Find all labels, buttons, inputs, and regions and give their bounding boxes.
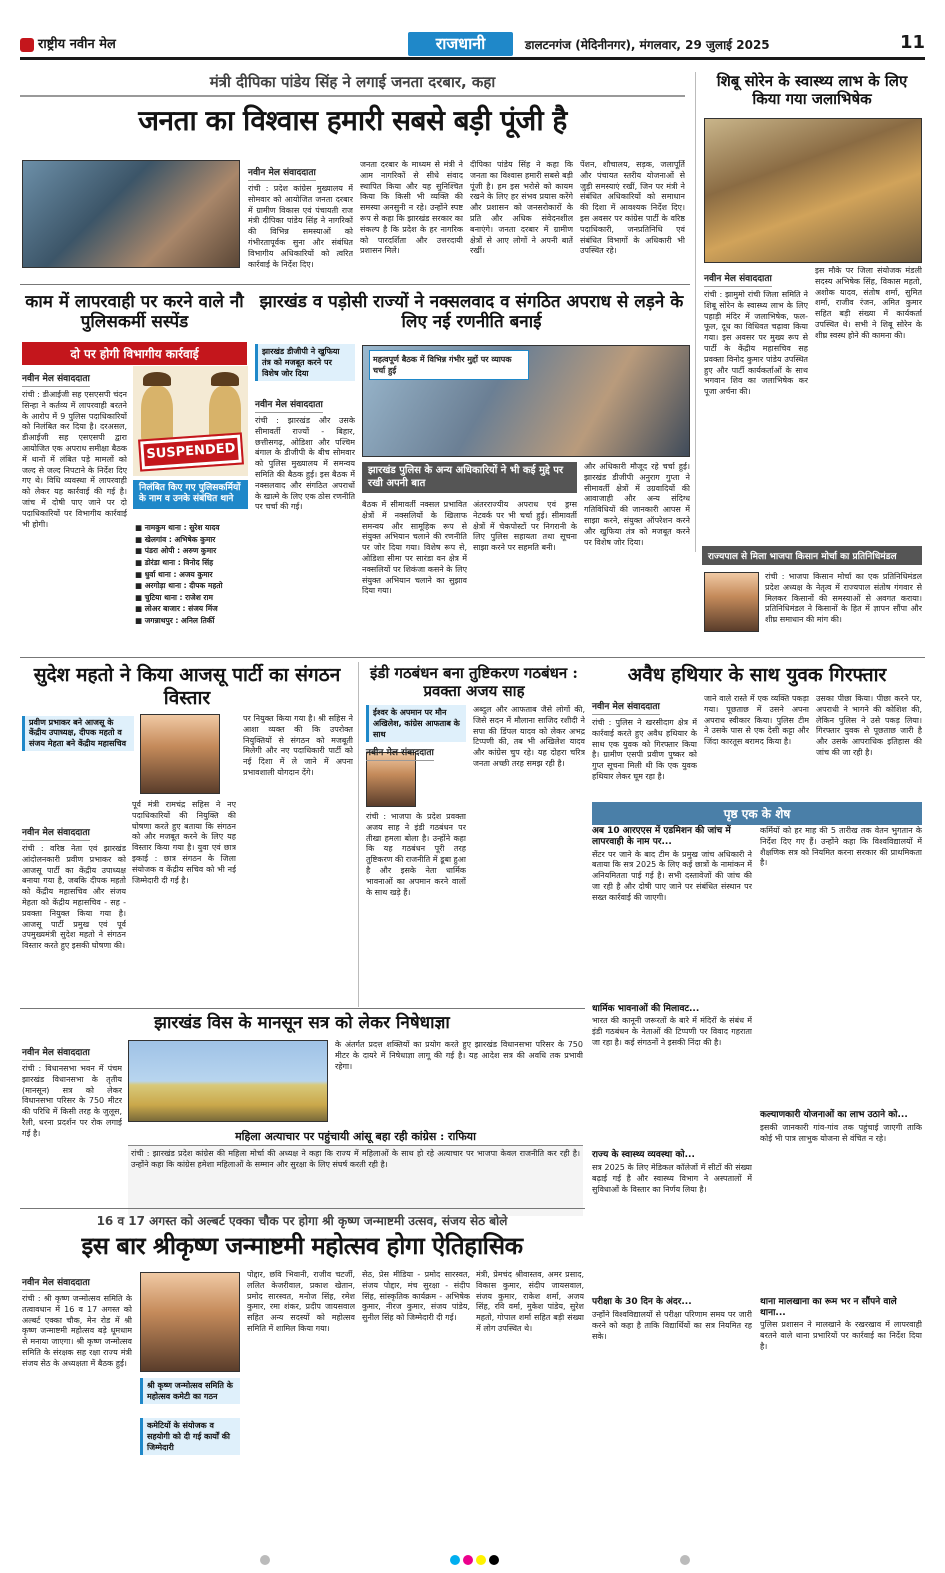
page-number: 11	[899, 32, 925, 53]
divider	[695, 72, 696, 552]
officer-icon	[209, 386, 241, 442]
sudesh-headline: सुदेश महतो ने किया आजसू पार्टी का संगठन विस्तार	[33, 664, 341, 709]
prishth-col-1	[592, 826, 752, 1410]
naxal-col-1	[255, 392, 355, 656]
reg-mark-icon	[680, 1550, 693, 1569]
color-bar	[450, 1550, 502, 1569]
lead-text-3: दीपिका पांडेय सिंह ने कहा कि जनता का विश्वास हमारी सबसे बड़ी पूंजी है। हम इस भरोसे को कायम रखने के लिए हर संभव प्रयास करेंगे और प्रशासन को जनसरोकारों के प्रति और अधिक संवेदनशील बनाएंगे। जनता दरबार में ग्रामीण क्षेत्रों से आए लोगों ने अपनी बातें रखीं।	[470, 160, 573, 256]
naxal-byline: नवीन मेल संवाददाता	[255, 397, 323, 413]
prishth-item5-body: इसकी जानकारी गांव-गांव तक पहुंचाई जाएगी ताकि कोई भी पात्र लाभुक योजना से वंचित न रहे।	[760, 1122, 922, 1143]
mahila-headline: महिला अत्याचार पर पहुंचायी आंसू बहा रही कांग्रेस : राफिया	[128, 1128, 583, 1146]
brand	[20, 34, 116, 52]
section-tab: राजधानी	[408, 32, 513, 56]
prishth-item4-title: परीक्षा के 30 दिन के अंदर...	[592, 1297, 692, 1308]
shibu-photo	[704, 118, 922, 263]
police-byline: नवीन मेल संवाददाता	[22, 371, 90, 387]
lead-byline: नवीन मेल संवाददाता	[248, 165, 316, 181]
footer-registration	[20, 1548, 925, 1562]
kisan-photo	[704, 572, 759, 632]
police-list	[135, 522, 248, 627]
prishth-item4-body: उन्होंने विश्वविद्यालयों से परीक्षा परिणाम समय पर जारी करने को कहा है ताकि विद्यार्थियों का सत्र नियमित रह सके।	[592, 1309, 752, 1341]
divider	[20, 1008, 585, 1009]
suspended-stamp: SUSPENDED	[140, 435, 242, 470]
lead-text-2: जनता दरबार के माध्यम से मंत्री ने आम नागरिकों से सीधे संवाद स्थापित किया और यह सुनिश्चित किया कि किसी भी व्यक्ति की समस्या अनसुनी न रहे। उन्होंने स्पष्ट रूप से कहा कि झारखंड सरकार का संकल्प है कि प्रदेश के हर नागरिक को पारदर्शिता और उत्तरदायी प्रशासन मिले।	[360, 160, 463, 256]
weapon-text-1: रांची : पुलिस ने खरसीदाग क्षेत्र में कार्रवाई करते हुए अवैध हथियार के साथ एक युवक को गिरफ्तार किया है। ग्रामीण एसपी प्रवीण पुष्कर को गुप्त सूचना मिली थी कि एक युवक हथियार लेकर घूम रहा है।	[592, 718, 697, 781]
naxal-photo-caption: महत्वपूर्ण बैठक में विभिन्न गंभीर मुद्दों पर व्यापक चर्चा हुई	[369, 350, 529, 380]
prishth-item3-body: सत्र 2025 के लिए मेडिकल कॉलेजों में सीटों की संख्या बढ़ाई गई है और स्वास्थ्य विभाग ने अस्पतालों में सुविधाओं के विस्तार का निर्णय लिया है।	[592, 1163, 752, 1194]
janmashtami-headline: इस बार श्रीकृष्ण जन्माष्टमी महोत्सव होगा ऐतिहासिक	[81, 1231, 523, 1260]
sudesh-bullet: प्रवीण प्रभाकर बने आजसू के केंद्रीय उपाध्यक्ष, दीपक महतो व संजय मेहता बने केंद्रीय महासचिव	[22, 716, 134, 751]
lead-story	[20, 72, 685, 137]
shibu-text-2: इस मौके पर जिला संयोजक मंडली सदस्य अभिषेक सिंह, विकास महतो, अशोक यादव, संतोष शर्मा, सुमित शर्मा, राजीव रंजन, अमित कुमार सहित बड़ी संख्या में कार्यकर्ता उपस्थित थे। सभी ने शिबू सोरेन के शीघ्र स्वस्थ होने की कामना की।	[815, 266, 922, 340]
lead-photo	[22, 160, 240, 268]
police-list-item: ■ अरगोड़ा थाना : दीपक महतो	[135, 581, 223, 591]
police-headline: काम में लापरवाही पर करने वाले नौ पुलिसकर्मी सस्पेंड	[25, 292, 244, 333]
brand-logo-icon	[20, 38, 34, 52]
kisan-band: राज्यपाल से मिला भाजपा किसान मोर्चा का प्रतिनिधिमंडल	[702, 546, 922, 565]
prishth-item1-body: सेंटर पर जाने के बाद टीम के प्रमुख जांच अधिकारी ने बताया कि सत्र 2025 के लिए कई छात्रों के नामांकन में अनियमितता पाई गई है। सभी दस्तावेजों की जांच की जा रही है और दोषी पाए जाने पर संबंधित संस्थान पर सख्त कार्रवाई की जाएगी।	[592, 849, 752, 902]
shibu-byline: नवीन मेल संवाददाता	[704, 271, 772, 287]
police-list-item: ■ पंडरा ओपी : अरुण कुमार	[135, 546, 217, 556]
naxal-subdeck: झारखंड डीजीपी ने खुफिया तंत्र को मजबूत करने पर विशेष जोर दिया	[255, 344, 355, 381]
mahila-text: रांची : झारखंड प्रदेश कांग्रेस की महिला मोर्चा की अध्यक्ष ने कहा कि राज्य में महिलाओं के साथ हो रहे अत्याचार पर भाजपा केवल राजनीति कर रही है। उन्होंने कहा कि कांग्रेस हमेशा महिलाओं के सम्मान और सुरक्षा के लिए संघर्ष करती रही है।	[131, 1149, 580, 1169]
police-list-item: ■ डोरंडा थाना : विनोद सिंह	[135, 557, 214, 567]
dateline: डालटनगंज (मेदिनीनगर), मंगलवार, 29 जुलाई 2025	[525, 38, 770, 52]
india-text-1: रांची : भाजपा के प्रदेश प्रवक्ता अजय साह ने इंडी गठबंधन पर तीखा हमला बोला है। उन्होंने कहा कि यह गठबंधन पूरी तरह तुष्टिकरण की राजनीति में डूबा हुआ है और इसके नेता धार्मिक भावनाओं का अपमान करने वालों के साथ खड़े हैं।	[366, 812, 466, 897]
police-list-item: ■ जगन्नाथपुर : अनिल तिर्की	[135, 616, 215, 625]
janmashtami-bullet-1: श्री कृष्ण जन्मोत्सव समिति के महोत्सव कमेटी का गठन	[140, 1378, 240, 1404]
prishth-item2-body: भारत की कानूनी जरूरतों के बारे में मंदिरों के संबंध में इंडी गठबंधन के नेताओं की टिप्पणी पर विवाद गहराता जा रहा है। कई संगठनों ने इसकी निंदा की है।	[592, 1016, 752, 1047]
sudesh-col-1	[22, 820, 126, 1012]
vidhan-col-1	[22, 1040, 122, 1214]
sudesh-text-1: रांची : वरिष्ठ नेता एवं झारखंड आंदोलनकारी प्रवीण प्रभाकर को आजसू पार्टी का केंद्रीय उपाध्यक्ष बनाया गया है, जबकि दीपक महतो को केंद्रीय महासचिव और संजय मेहता को केंद्रीय महासचिव - सह - प्रवक्ता नियुक्त किया गया है। आजसू पार्टी प्रमुख एवं पूर्व उपमुख्यमंत्री सुदेश महतो ने संगठन विस्तार करते हुए इसकी घोषणा की।	[22, 844, 126, 951]
india-subdeck: ईश्वर के अपमान पर मौन अखिलेश, कांग्रेस आफताब के साथ	[366, 705, 466, 742]
officer-cap-icon	[211, 372, 239, 386]
masthead	[20, 30, 925, 60]
kisan-text: रांची : भाजपा किसान मोर्चा का एक प्रतिनिधिमंडल प्रदेश अध्यक्ष के नेतृत्व में राज्यपाल संतोष गंगवार से मिलकर किसानों की समस्याओं से अवगत कराया। प्रतिनिधिमंडल ने किसानों के हित में ज्ञापन सौंपा और शीघ्र समाधान की मांग की।	[765, 572, 922, 625]
lead-col-1	[248, 160, 353, 270]
weapon-text-2: जाने वाले रास्ते में एक व्यक्ति पकड़ा गया। पूछताछ में उसने अपना अपराध स्वीकार किया। पुलिस टीम ने उसके पास से एक देसी कट्टा और जिंदा कारतूस बरामद किया है।	[704, 694, 809, 747]
police-list-title: निलंबित किए गए पुलिसकर्मियों के नाम व उनके संबंधित थाने	[133, 480, 248, 509]
vidhan-headline: झारखंड विस के मानसून सत्र को लेकर निषेधाज्ञा	[154, 1013, 450, 1033]
prishth-item1-title: अब 10 आरएएस में एडमिशन की जांच में लापरवाही के नाम पर...	[592, 826, 731, 847]
lead-kicker: मंत्री दीपिका पांडेय सिंह ने लगाई जनता दरबार, कहा	[20, 72, 685, 97]
naxal-text-3: अंतरराज्यीय अपराध एवं ड्रग्स नेटवर्क पर भी चर्चा हुई। सीमावर्ती क्षेत्रों में चेकपोस्टों पर निगरानी के लिए पुलिस सहायता तथा सूचना साझा करने पर सहमति बनी।	[473, 500, 577, 553]
janmashtami-text-1: रांची : श्री कृष्ण जन्मोत्सव समिति के तत्वावधान में 16 व 17 अगस्त को अल्बर्ट एक्का चौक, मेन रोड में श्री कृष्ण जन्माष्टमी महोत्सव बड़े धूमधाम से मनाया जाएगा। श्री कृष्ण जन्मोत्सव समिति के संरक्षक सह रक्षा राज्य मंत्री संजय सेठ के अध्यक्षता में बैठक हुई।	[22, 1294, 132, 1368]
sudesh-text-2: पूर्व मंत्री रामचंद्र सहिस ने नए पदाधिकारियों की नियुक्ति की घोषणा करते हुए बताया कि संगठन को और मजबूत करने के लिए यह विस्तार किया गया है। युवा एवं छात्र इकाई : छात्र संगठन के जिला संयोजक व केंद्रीय सचिव को भी नई जिम्मेदारी दी गई है।	[132, 800, 236, 885]
divider	[20, 657, 925, 658]
janmashtami-col-1	[22, 1270, 132, 1549]
prishth-col-2	[760, 826, 922, 1490]
janmashtami-photo	[140, 1272, 240, 1372]
police-list-item: ■ नामकुम थाना : सुरेश यादव	[135, 523, 220, 532]
brand-name: राष्ट्रीय नवीन मेल	[38, 37, 116, 52]
vidhan-text-2: के अंतर्गत प्रदत्त शक्तियों का प्रयोग करते हुए झारखंड विधानसभा परिसर के 750 मीटर के दायरे में निषेधाज्ञा लागू की गई है। यह आदेश सत्र की अवधि तक प्रभावी रहेगा।	[335, 1040, 583, 1071]
sudesh-text-3: पर नियुक्त किया गया है। श्री सहिस ने आशा व्यक्त की कि उपरोक्त नियुक्तियों से संगठन को मजबूती मिलेगी और नए पदाधिकारी पार्टी को नई दिशा में ले जाने में अपना प्रभावशाली योगदान देंगे।	[243, 714, 353, 777]
naxal-headline: झारखंड व पड़ोसी राज्यों ने नक्सलवाद व संगठित अपराध से लड़ने के लिए नई रणनीति बनाई	[259, 292, 684, 333]
prishth-col2-body: कर्मियों को हर माह की 5 तारीख तक वेतन भुगतान के निर्देश दिए गए हैं। उन्होंने कहा कि विश्वविद्यालयों में शैक्षणिक सत्र को नियमित करना सरकार की प्राथमिकता है।	[760, 826, 922, 868]
sudesh-byline: नवीन मेल संवाददाता	[22, 825, 90, 841]
magenta-swatch-icon	[463, 1555, 473, 1565]
janmashtami-kicker: 16 व 17 अगस्त को अल्बर्ट एक्का चौक पर होगा श्री कृष्ण जन्माष्टमी उत्सव, संजय सेठ बोले	[96, 1214, 508, 1228]
officer-cap-icon	[143, 372, 171, 386]
naxal-photo	[362, 345, 690, 457]
divider	[20, 284, 690, 285]
weapon-col-1	[592, 694, 697, 808]
lead-text-4: पेंशन, शौचालय, सड़क, जलापूर्ति और पंचायत स्तरीय योजनाओं से जुड़ी समस्याएं रखीं, जिन पर मंत्री ने संबंधित अधिकारियों को समाधान की दिशा में आवश्यक निर्देश दिए। इस अवसर पर कांग्रेस पार्टी के वरिष्ठ पदाधिकारी, जनप्रतिनिधि एवं संबंधित विभागों के अधिकारी भी उपस्थित रहे।	[580, 160, 685, 256]
police-list-item: ■ चुटिया थाना : राजेश राम	[135, 592, 213, 602]
prishth-item6-title: थाना मालखाना का रूम भर न सौंपने वाले थाना...	[760, 1296, 897, 1318]
sudesh-photo	[140, 714, 220, 794]
black-swatch-icon	[489, 1555, 499, 1565]
cyan-swatch-icon	[450, 1555, 460, 1565]
india-text-1a	[420, 752, 466, 812]
prishth-item5-title: कल्याणकारी योजनाओं का लाभ उठाने को...	[760, 1110, 908, 1120]
prishth-item2-title: धार्मिक भावनाओं की मिलावट...	[592, 1003, 700, 1014]
officer-icon	[141, 386, 173, 442]
janmashtami-text-2: पोद्दार, छवि भिवानी, राजीव चटर्जी, ललित केजरीवाल, प्रकाश खेतान, प्रमोद सारस्वत, मनोज सिंह, रमेश कुमार, रमा शंकर, प्रदीप जायसवाल सहित अन्य सदस्यों को महोत्सव समिति में शामिल किया गया।	[247, 1270, 355, 1333]
shibu-text-1: रांची : झामुमो रांची जिला समिति ने शिबू सोरेन के स्वास्थ्य लाभ के लिए पहाड़ी मंदिर में जलाभिषेक, फल-फूल, दूध का विधिवत चढ़ावा किया गया। इस अवसर पर मुख्य रूप से पार्टी के केंद्रीय महासचिव सह प्रवक्ता विनोद कुमार पांडेय उपस्थित हुए और पार्टी कार्यकर्ताओं के साथ भगवान शिव का जलाभिषेक कर पूजा अर्चना की।	[704, 290, 808, 397]
prishth-item6-body: पुलिस प्रशासन ने मालखाने के रखरखाव में लापरवाही बरतने वाले थाना प्रभारियों पर कार्रवाई का निर्देश दिया है।	[760, 1320, 922, 1351]
weapon-headline: अवैध हथियार के साथ युवक गिरफ्तार	[627, 664, 887, 686]
janmashtami-bullet-2: कमेटियों के संयोजक व सहयोगी को दी गई कार्यों की जिम्मेदारी	[140, 1418, 240, 1455]
police-band: दो पर होगी विभागीय कार्रवाई	[22, 342, 247, 365]
weapon-text-3: उसका पीछा किया। पीछा करने पर, अपराधी ने भागने की कोशिश की, लेकिन पुलिस ने उसे पकड़ लिया। गिरफ्तार युवक से पूछताछ जारी है और उसके आपराधिक इतिहास की जांच की जा रही है।	[816, 694, 922, 757]
lead-headline: जनता का विश्वास हमारी सबसे बड़ी पूंजी है	[138, 104, 567, 137]
india-byline: नवीन मेल संवाददाता	[366, 745, 434, 761]
vidhan-photo	[128, 1040, 328, 1122]
shibu-col-1	[704, 266, 808, 552]
vidhan-text-1: रांची : विधानसभा भवन में पंचम झारखंड विधानसभा के तृतीय (मानसून) सत्र को लेकर विधानसभा परिसर के 750 मीटर की परिधि में किसी तरह के जुलूस, रैली, धरना प्रदर्शन पर रोक लगाई गई है।	[22, 1064, 122, 1138]
shibu-headline: शिबू सोरेन के स्वास्थ्य लाभ के लिए किया गया जलाभिषेक	[716, 72, 908, 108]
india-headline: इंडी गठबंधन बना तुष्टिकरण गठबंधन : प्रवक्ता अजय साह	[370, 664, 578, 700]
police-col	[22, 366, 127, 672]
janmashtami-text-4: मंत्री, प्रेमचंद श्रीवास्तव, अमर प्रसाद, विकास कुमार, संदीप जायसवाल, संजय कुमार, राकेश शर्मा, अजय सिंह, रवि वर्मा, मुकेश पांडेय, सुरेश महतो, गोपाल शर्मा सहित बड़ी संख्या में लोग उपस्थित थे।	[476, 1270, 584, 1333]
weapon-byline: नवीन मेल संवाददाता	[592, 699, 660, 715]
india-text-2: अब्दुल और आफताब जैसे लोगों की, जिसे सदन में मौलाना साजिद रशीदी ने सपा की डिंपल यादव को लेकर अभद्र टिप्पणी की, तब भी अखिलेश यादव और कांग्रेस चुप रहे। यह दोहरा चरित्र जनता अच्छी तरह समझ रही है।	[473, 705, 585, 768]
police-text: रांची : डीआईजी सह एसएसपी चंदन सिन्हा ने कर्तव्य में लापरवाही बरतने के आरोप में 9 पुलिस पदाधिकारियों को निलंबित कर दिया है। दरअसल, डीआईजी सह एसएसपी द्वारा आयोजित एक अपराध समीक्षा बैठक में थानों में लंबित पड़े मामलों को जल्द से जल्द निपटाने के निर्देश दिए गए थे। विधि व्यवस्था में लापरवाही को लेकर यह कार्रवाई की गई है। जांच में दोषी पाए जाने पर दो पदाधिकारियों पर विभागीय कार्रवाई भी होगी।	[22, 390, 127, 529]
naxal-text-1: रांची : झारखंड और उसके सीमावर्ती राज्यों - बिहार, छत्तीसगढ़, ओडिशा और पश्चिम बंगाल के डीजीपी के बीच सोमवार को पुलिस मुख्यालय में समन्वय समिति की बैठक हुई। इस बैठक में नक्सलवाद और संगठित अपराधों के खात्मे के लिए एक ठोस रणनीति पर चर्चा की गई।	[255, 416, 355, 512]
mahila-box	[128, 1128, 583, 1216]
police-list-item: ■ खेलगांव : अभिषेक कुमार	[135, 534, 216, 544]
naxal-band2: झारखंड पुलिस के अन्य अधिकारियों ने भी कई मुद्दे पर रखी अपनी बात	[362, 462, 577, 493]
divider	[358, 662, 359, 1007]
prishth-band: पृष्ठ एक के शेष	[592, 802, 922, 825]
police-list-item: ■ लोअर बाजार : संजय मिंज	[135, 604, 218, 614]
divider	[20, 1208, 585, 1209]
lead-text-1: रांची : प्रदेश कांग्रेस मुख्यालय में सोमवार को आयोजित जनता दरबार में ग्रामीण विकास एवं पंचायती राज मंत्री दीपिका पांडेय सिंह ने नागरिकों की विभिन्न समस्याओं को गंभीरतापूर्वक सुना और संबंधित विभागीय अधिकारियों को त्वरित कार्रवाई के निर्देश दिए।	[248, 184, 353, 269]
police-graphic	[133, 366, 248, 476]
reg-mark-icon	[260, 1550, 273, 1569]
janmashtami-byline: नवीन मेल संवाददाता	[22, 1275, 90, 1291]
janmashtami-text-3: सेठ, प्रेस मीडिया - प्रमोद सारस्वत, संजय पोद्दार, मंच सुरक्षा - संदीप सिंह, सांस्कृतिक कार्यक्रम - अभिषेक कुमार, नीरज कुमार, संजय पांडेय, सुनील सिंह को जिम्मेदारी दी गई।	[362, 1270, 470, 1323]
naxal-text-4: और अधिकारी मौजूद रहे चर्चा हुई। झारखंड डीजीपी अनुराग गुप्ता ने सीमावर्ती क्षेत्रों में उग्रवादियों की आवाजाही और अन्य संदिग्ध गतिविधियों की जानकारी आपस में साझा करने, संयुक्त ऑपरेशन करने और खुफिया तंत्र को मजबूत करने पर विशेष जोर दिया।	[584, 462, 690, 547]
vidhan-byline: नवीन मेल संवाददाता	[22, 1045, 90, 1061]
naxal-text-2: बैठक में सीमावर्ती नक्सल प्रभावित क्षेत्रों में नक्सलियों के खिलाफ समन्वय और सामूहिक रूप से संयुक्त अभियान चलाने की रणनीति पर जोर दिया गया। विशेष रूप से, ओडिशा सीमा पर सारंडा वन क्षेत्र में नक्सलियों पर शिकंजा कसने के लिए संयुक्त अभियान चलाने का सुझाव दिया गया।	[362, 500, 467, 596]
prishth-item3-title: राज्य के स्वास्थ्य व्यवस्था को...	[592, 1150, 695, 1161]
yellow-swatch-icon	[476, 1555, 486, 1565]
police-list-item: ■ धुर्वा थाना : अजय कुमार	[135, 569, 213, 579]
